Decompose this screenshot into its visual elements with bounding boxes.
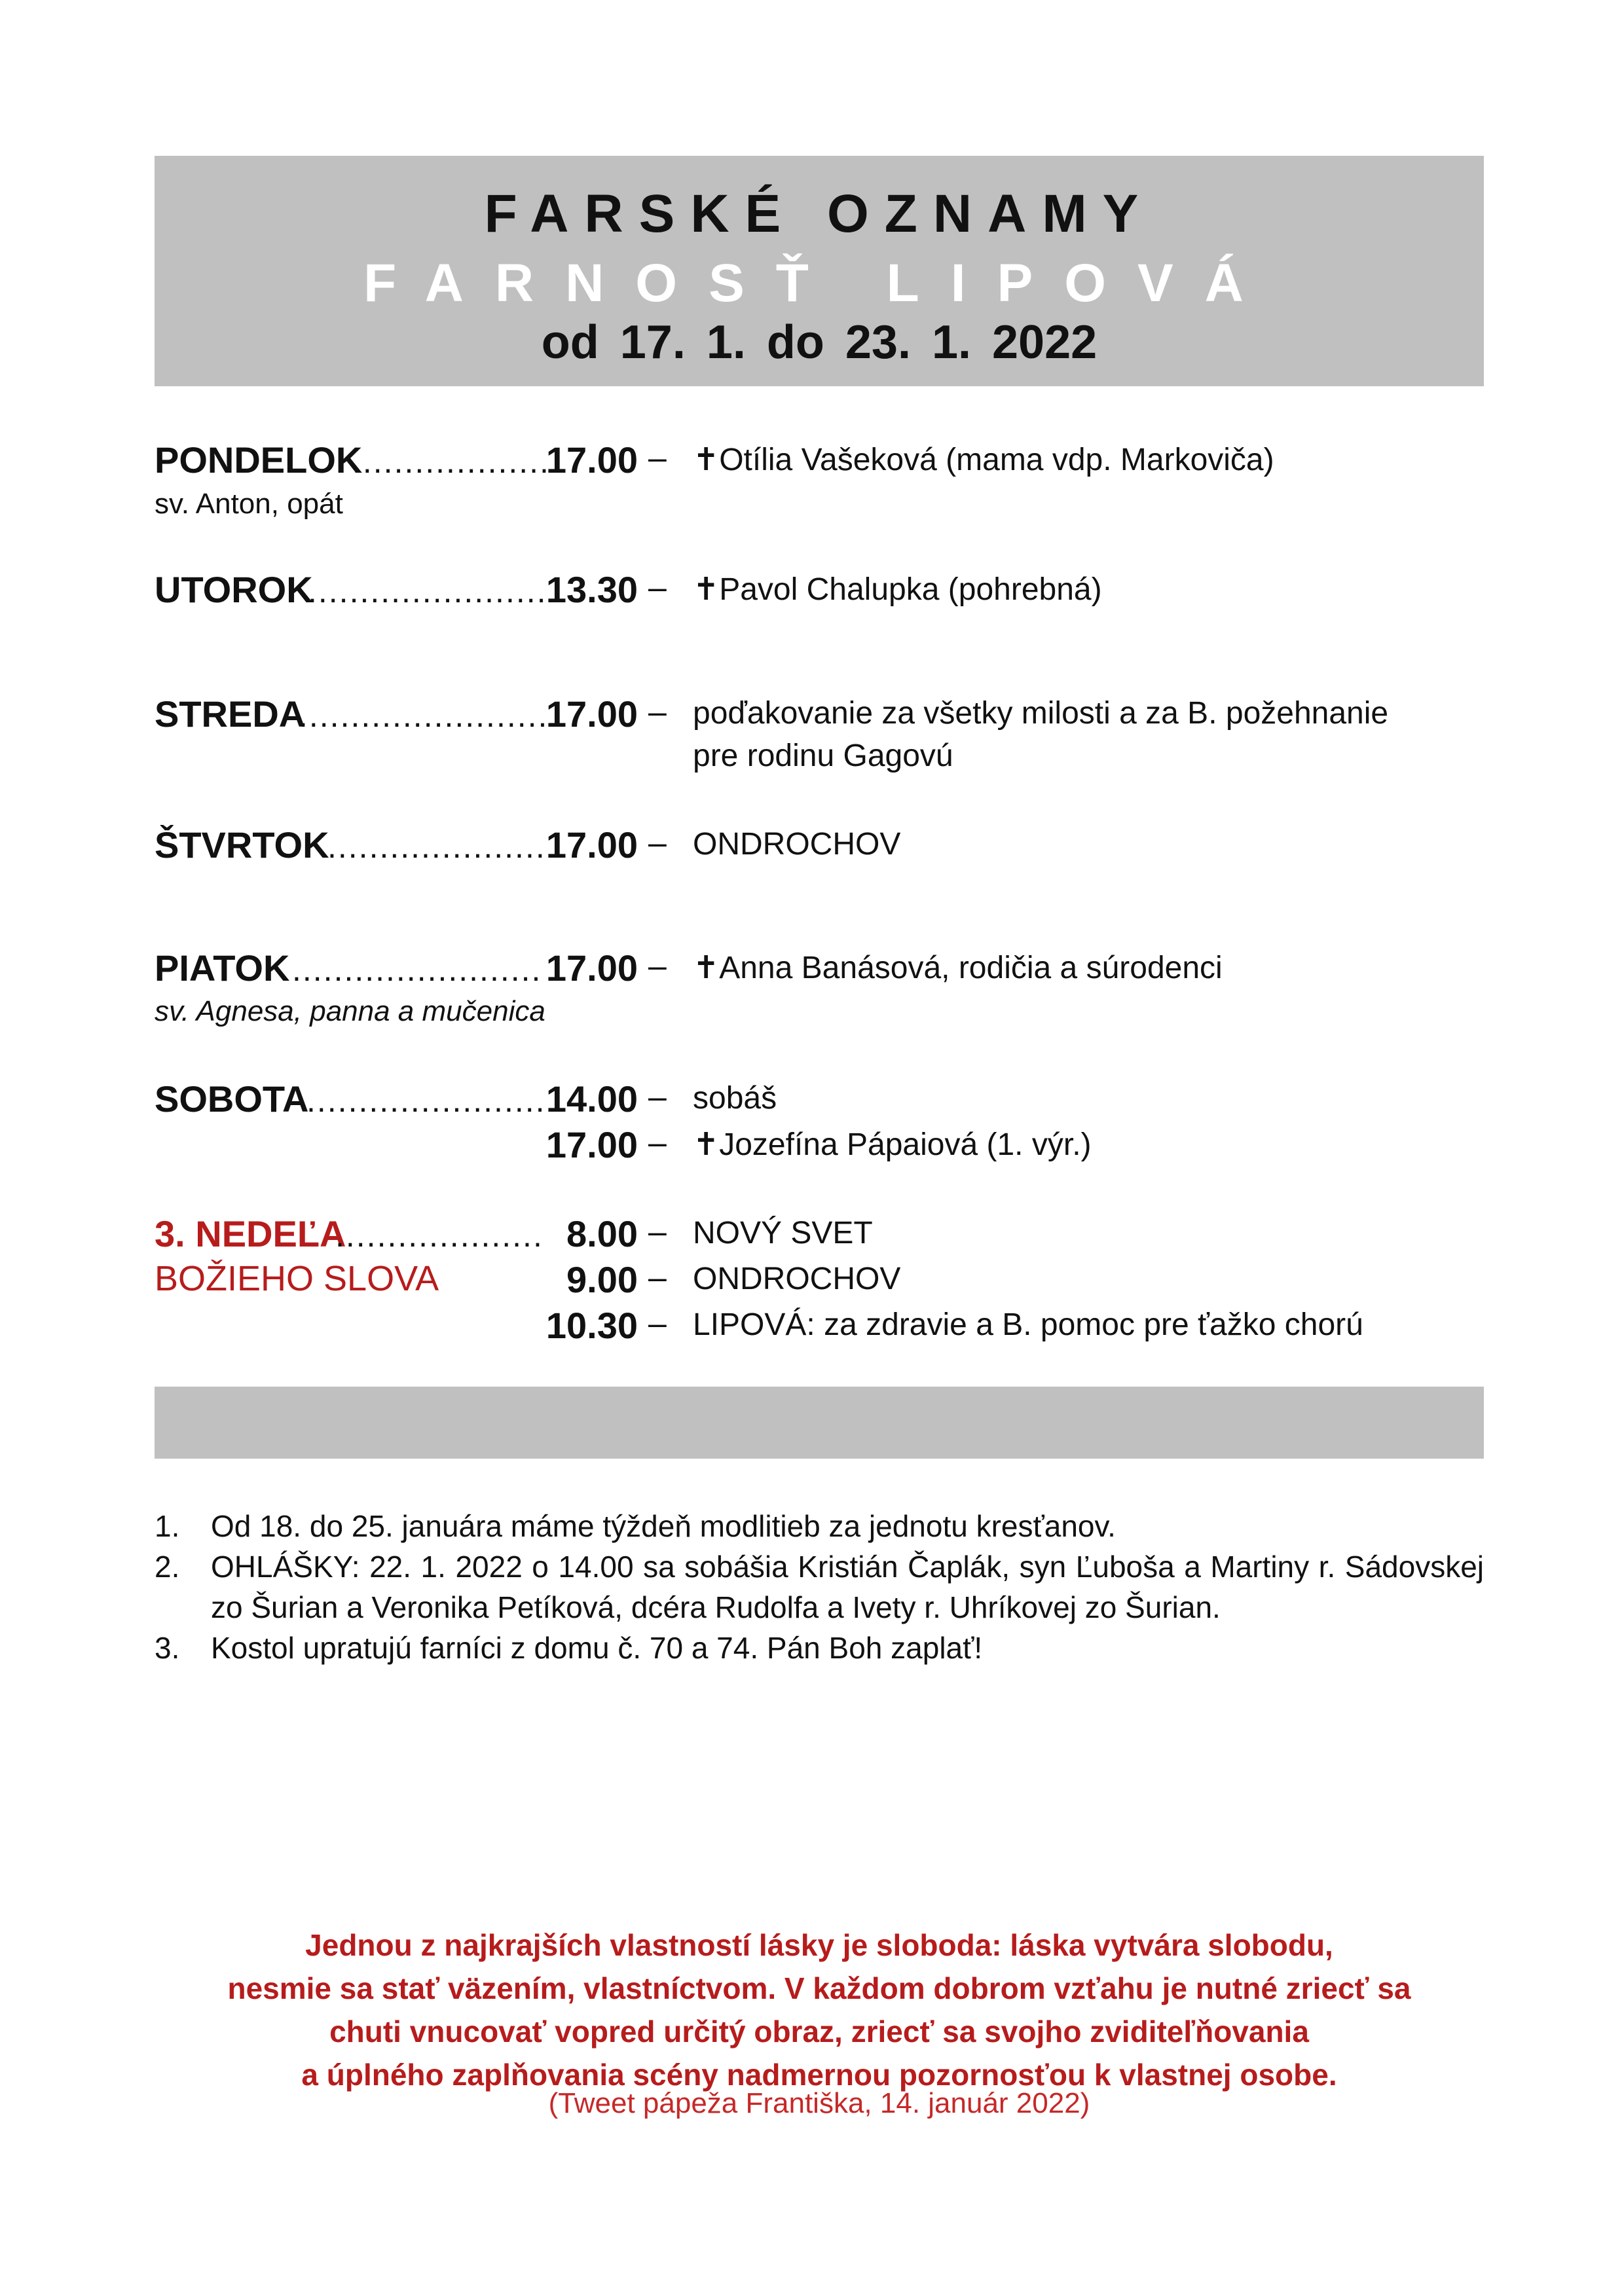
dash: –	[648, 1213, 667, 1250]
schedule-row-saturday-2	[0, 1123, 1624, 1182]
leader-dots: ........................	[292, 951, 542, 988]
saint-of-day: sv. Anton, opát	[155, 488, 343, 520]
pope-quote	[155, 1923, 1484, 2096]
list-number: 2.	[155, 1550, 180, 1584]
mass-time: 17.00	[545, 439, 638, 481]
mass-time: 14.00	[545, 1078, 638, 1120]
leader-dots: .....................	[327, 828, 546, 865]
page-title: FARSKÉ OZNAMY	[484, 184, 1154, 244]
mass-intention: ✝Otília Vašeková (mama vdp. Markoviča)	[693, 443, 1274, 477]
mass-time: 13.30	[545, 569, 638, 610]
quote-line: Jednou z najkrajších vlastností lásky je sloboda: láska vytvára slobodu,	[305, 1928, 1333, 1962]
dash: –	[648, 693, 667, 730]
saint-of-day: sv. Agnesa, panna a mučenica	[155, 995, 545, 1027]
dash: –	[648, 947, 667, 984]
mass-intention: poďakovanie za všetky milosti a za B. požehnanie	[693, 696, 1389, 731]
divider-band	[155, 1387, 1484, 1459]
day-label: UTOROK	[155, 569, 313, 610]
leader-dots: .......................	[306, 1082, 546, 1119]
list-number: 1.	[155, 1509, 180, 1543]
mass-time: 9.00	[566, 1259, 638, 1300]
leader-dots: .........................	[299, 697, 559, 734]
announcements-list	[155, 1506, 1484, 1668]
list-item	[155, 1546, 1484, 1628]
schedule-row-sunday-3	[0, 1304, 1624, 1363]
leader-dots: ....................	[335, 1217, 544, 1254]
day-label: SOBOTA	[155, 1078, 309, 1120]
quote-line: nesmie sa stať väzením, vlastníctvom. V každom dobrom vzťahu je nutné zriecť sa	[227, 1971, 1411, 2005]
date-range: od 17. 1. do 23. 1. 2022	[541, 316, 1098, 369]
schedule-row-tuesday	[0, 568, 1624, 627]
quote-source: (Tweet pápeža Františka, 14. január 2022)	[548, 2087, 1090, 2119]
announcement-text: Kostol upratujú farníci z domu č. 70 a 74. Pán Boh zaplať!	[211, 1631, 983, 1665]
mass-time: 10.30	[545, 1305, 638, 1346]
leader-dots: ....................	[352, 443, 561, 480]
list-number: 3.	[155, 1631, 180, 1665]
dash: –	[648, 569, 667, 606]
dash: –	[648, 824, 667, 861]
dash: –	[648, 1305, 667, 1341]
day-label: ŠTVRTOK	[155, 824, 329, 866]
announcement-text: OHLÁŠKY: 22. 1. 2022 o 14.00 sa sobášia Kristián Čaplák, syn Ľuboša a Martiny r. Sádovskej zo Šurian a Veronika Petíková, dcéra Rudolfa a Ivety r. Uhríkovej zo Šurian.	[211, 1550, 1484, 1624]
dash: –	[648, 1124, 667, 1161]
parish-name: FARNOSŤ LIPOVÁ	[363, 253, 1275, 313]
mass-intention: ONDROCHOV	[693, 1262, 901, 1296]
day-label: 3. NEDEĽA	[155, 1213, 346, 1254]
mass-intention: LIPOVÁ: za zdravie a B. pomoc pre ťažko chorú	[693, 1307, 1363, 1342]
day-label: PIATOK	[155, 947, 290, 989]
list-item	[155, 1628, 1484, 1668]
mass-intention: ✝Pavol Chalupka (pohrebná)	[693, 572, 1102, 607]
mass-time: 17.00	[545, 947, 638, 989]
sunday-subtitle: BOŽIEHO SLOVA	[155, 1259, 439, 1298]
mass-intention: ✝Anna Banásová, rodičia a súrodenci	[693, 951, 1223, 985]
header-banner	[155, 156, 1484, 386]
mass-intention: sobáš	[693, 1081, 777, 1116]
mass-time: 17.00	[545, 824, 638, 866]
dash: –	[648, 1078, 667, 1115]
day-label: STREDA	[155, 693, 306, 735]
mass-intention: ONDROCHOV	[693, 827, 901, 862]
schedule-row-thursday	[0, 824, 1624, 883]
leader-dots: .......................	[308, 573, 547, 610]
list-item	[155, 1506, 1484, 1546]
mass-time: 17.00	[545, 1124, 638, 1165]
mass-intention: ✝Jozefína Pápaiová (1. výr.)	[693, 1127, 1092, 1162]
quote-line: a úplného zaplňovania scény nadmernou pozornosťou k vlastnej osobe.	[301, 2058, 1337, 2092]
dash: –	[648, 1259, 667, 1296]
mass-intention-continued: pre rodinu Gagovú	[693, 738, 953, 773]
announcement-text: Od 18. do 25. januára máme týždeň modlitieb za jednotu kresťanov.	[211, 1509, 1116, 1543]
mass-time: 17.00	[545, 693, 638, 735]
dash: –	[648, 439, 667, 476]
mass-time: 8.00	[566, 1213, 638, 1254]
quote-line: chuti vnucovať vopred určitý obraz, zriecť sa svojho zviditeľňovania	[329, 2014, 1309, 2049]
day-label: PONDELOK	[155, 439, 363, 481]
mass-intention: NOVÝ SVET	[693, 1216, 873, 1250]
